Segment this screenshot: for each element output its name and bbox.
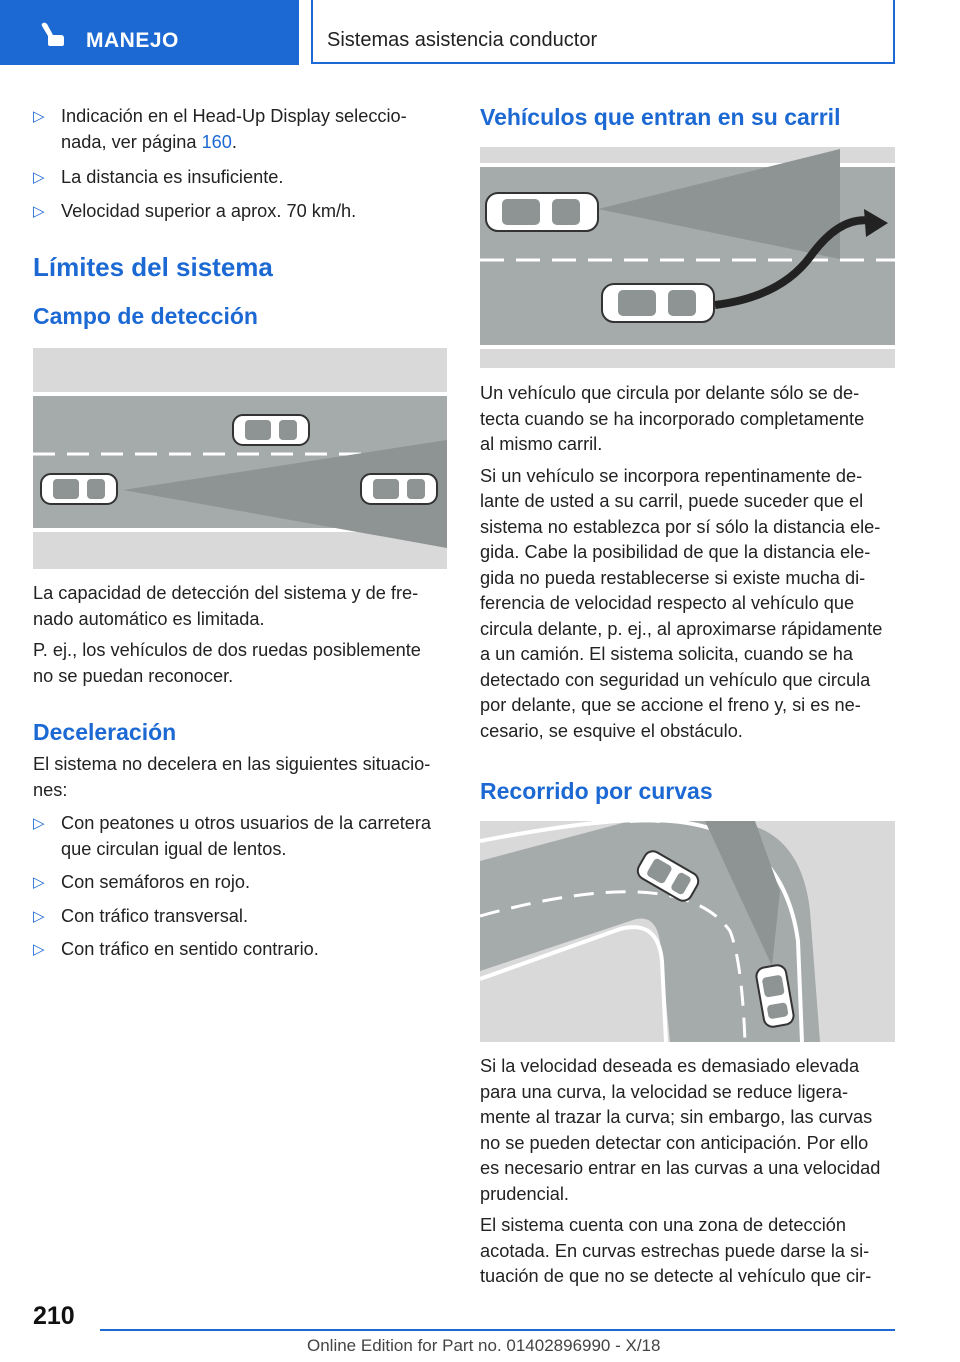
car-icon	[233, 415, 309, 445]
triangle-bullet-icon: ▷	[33, 941, 45, 958]
triangle-bullet-icon: ▷	[33, 907, 45, 925]
paragraph: Si un vehículo se incorpora repentinamente de‐ lante de usted a su carril, puede suceder que el sistema no establezca por sí sólo la distancia ele‐ gida. Cabe la posibilidad de que la distancia ele‐ gida no pueda restablecerse si existe mucha di‐ ferencia de velocidad respecto al vehículo que circula delante, p. ej., al aproximarse rápidamente a un camión. El sistema solicita, cuando se ha detectado con seguridad un vehículo que circula por delante, que se accione el freno y, si es ne‐ cesario, se esquive el obstáculo.	[480, 465, 883, 741]
paragraph: Un vehículo que circula por delante sólo se de‐ tecta cuando se ha incorporado completamente al mismo carril.	[480, 383, 865, 454]
chapter-header	[311, 0, 895, 64]
paragraph: El sistema cuenta con una zona de detección acotada. En curvas estrechas puede darse la si‐ tuación de que no se detecte al vehículo que cir‐	[480, 1215, 872, 1286]
paragraph: El sistema no decelera en las siguientes situacio‐ nes:	[33, 754, 431, 800]
list-item: ▷ Con semáforos en rojo.	[33, 870, 449, 896]
list-item: ▷ Con peatones u otros usuarios de la carretera que circulan igual de lentos.	[33, 813, 432, 859]
left-column	[33, 104, 449, 963]
section-label: MANEJO	[86, 29, 179, 52]
cut-in-figure	[480, 147, 895, 368]
steering-hand-icon	[38, 22, 68, 53]
footer-divider	[100, 1329, 895, 1331]
list-item: ▷ Velocidad superior a aprox. 70 km/h.	[33, 199, 449, 225]
triangle-bullet-icon: ▷	[33, 874, 45, 891]
heading-limits: Límites del sistema	[33, 252, 273, 282]
page-link[interactable]: 160	[201, 131, 232, 152]
heading-detection: Campo de detección	[33, 303, 258, 329]
car-icon	[361, 474, 437, 504]
list-item: ▷ Con tráfico transversal.	[33, 904, 449, 930]
detection-field-figure	[33, 348, 447, 569]
chapter-title: Sistemas asistencia conductor	[327, 29, 598, 51]
list-item: ▷ La distancia es insuficiente.	[33, 165, 449, 191]
heading-deceleration: Deceleración	[33, 719, 177, 745]
triangle-bullet-icon: ▷	[33, 202, 45, 220]
heading-entering-vehicles: Vehículos que entran en su carril	[480, 104, 841, 130]
section-tab[interactable]	[0, 0, 299, 65]
list-item: ▷ Indicación en el Head-Up Display seleccio‐ nada, ver página 160.	[33, 106, 407, 152]
paragraph: P. ej., los vehículos de dos ruedas posiblemente no se puedan reconocer.	[33, 640, 421, 686]
triangle-bullet-icon: ▷	[33, 815, 45, 832]
car-icon	[486, 193, 598, 231]
list-item: ▷ Con tráfico en sentido contrario.	[33, 937, 449, 963]
car-icon	[41, 474, 117, 504]
car-icon	[602, 284, 714, 322]
right-column	[480, 104, 896, 1290]
curve-figure	[480, 821, 895, 1042]
triangle-bullet-icon: ▷	[33, 108, 45, 125]
heading-curves: Recorrido por curvas	[480, 778, 713, 804]
triangle-bullet-icon: ▷	[33, 169, 45, 186]
page-number: 210	[33, 1302, 75, 1330]
paragraph: Si la velocidad deseada es demasiado elevada para una curva, la velocidad se reduce ligera‐ mente al trazar la curva; sin embargo, las curvas no se pueden detectar con anticipación. Por ello es necesario entrar en las curvas a una velocidad prudencial.	[480, 1056, 881, 1204]
paragraph: La capacidad de detección del sistema y de fre‐ nado automático es limitada.	[33, 583, 419, 629]
edition-note: Online Edition for Part no. 01402896990 - X/18	[307, 1336, 661, 1355]
